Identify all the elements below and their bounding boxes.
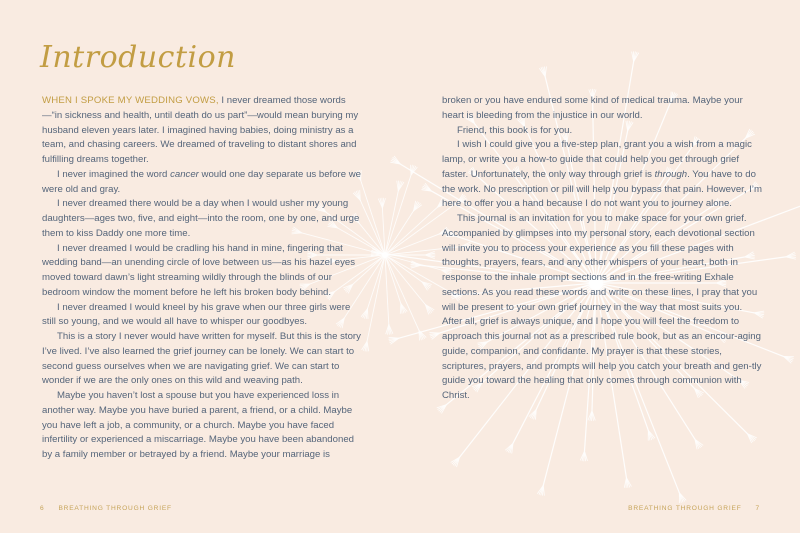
dandelion-seed [400,304,401,314]
emphasis: cancer [170,168,199,180]
dandelion-seed [545,67,546,77]
left-page-text [42,94,364,463]
page-number: 6 [40,505,45,512]
running-title: BREATHING THROUGH GRIEF [58,505,172,512]
paragraph: WHEN I SPOKE MY WEDDING VOWS, I never dreamed those words—“in sickness and health, until death do us part”—would mean burying my husband eleven years later. I imagined having babies, doing ministry as a team, and chasing careers. We dreamed of traveling to distant shores and fulfilling dreams together. [42,95,359,165]
paragraph: Maybe you haven’t lost a spouse but you have experienced loss in another way. Maybe you have buried a parent, a friend, or a child. Maybe you have left a job, a community, or a church. Maybe you have faced infertility or experienced a miscarriage. Maybe you have been abandoned by a family member or betrayed by a friend. Maybe your marriage is [42,390,354,460]
paragraph: This is a story I never would have written for myself. But this is the story I’ve lived. I’ve also learned the grief journey can be lonely. We can start to second guess ourselves when we are navigating grief. We can start to wonder if we are the only ones on this wild and weaving path. [42,331,361,387]
running-title: BREATHING THROUGH GRIEF [628,505,742,512]
paragraph: I never dreamed I would be cradling his hand in mine, fingering that wedding band—an unending circle of love between us—as his hazel eyes moved toward dawn’s light streaming wildly through the blinds of our bedroom window the moment before he left his broken body behind. [42,242,356,298]
right-page-text [442,94,764,404]
right-page-footer [628,505,760,512]
dandelion-center-small [382,252,388,258]
paragraph: I never dreamed I would kneel by his grave when our three girls were still so young, and we would all have to whisper our goodbyes. [42,301,351,328]
emphasis: through [654,168,688,180]
paragraph: This journal is an invitation for you to make space for your own grief. Accompanied by glimpses into my personal story, each devotional section will invite you to process your experience as you fill these pages with thoughts, prayers, fears, and any other whispers of your heart, both in response to the inhale prompt sections and in the free-writing Exhale sections. As you read these words and write on these lines, I pray that you will be present to your own grief journey in the way that most suits you. After all, grief is always unique, and I hope you will feel the freedom to approach this journal not as a prescribed rule book, but as an encour-aging guide, companion, and confidante. My prayer is that these stories, scriptures, prayers, and prompts will help you catch your breath and gen-tly guide you toward the healing that only comes through communion with Christ. [442,213,762,401]
page-number: 7 [755,505,760,512]
dandelion-ray [361,180,385,255]
opening-lead-in: WHEN I SPOKE MY WEDDING VOWS, [42,95,219,106]
page-title: Introduction [40,40,236,75]
paragraph: I never dreamed there would be a day when I would usher my young daughters—ages two, five, and eight—into the room, one by one, and urge them to kiss Daddy one more time. [42,198,360,239]
paragraph: I wish I could give you a five-step plan, grant you a wish from a magic lamp, or write you a how-to guide that could help you get through grief faster. Unfortunately, the only way through grief is through. You have to do the work. No prescription or pill will help you bypass that pain. However, I’m here to offer you a hand because I do not want you to journey alone. [442,139,762,210]
paragraph: I never imagined the word cancer would one day separate us before we were old and gray. [42,168,361,195]
dandelion-ray [360,200,385,255]
dandelion-seed [430,333,440,334]
left-page-footer [40,505,172,512]
dandelion-ray [367,255,385,341]
dandelion-seed [389,337,399,338]
paragraph: broken or you have endured some kind of medical trauma. Maybe your heart is bleeding from the injustice in our world. [442,95,743,121]
paragraph: Friend, this book is for you. [457,124,573,136]
